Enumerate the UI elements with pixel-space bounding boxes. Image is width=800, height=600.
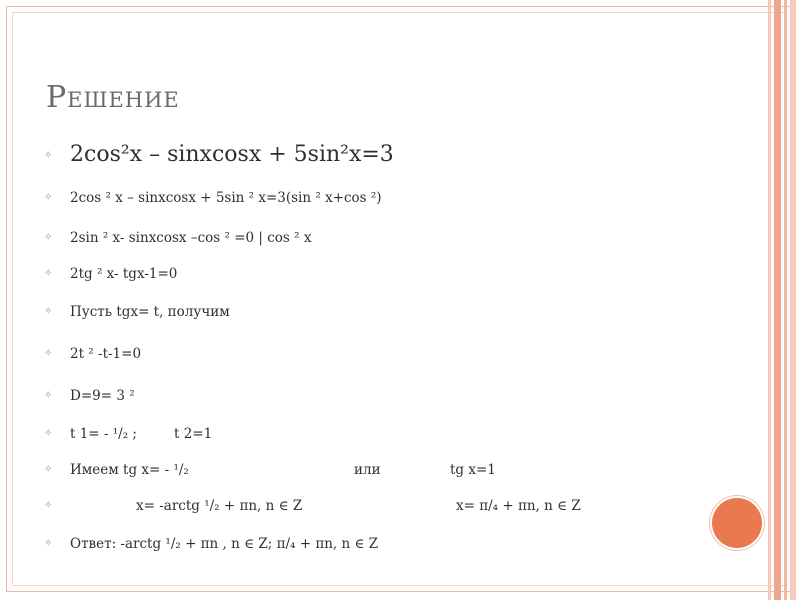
solution-1-text: x= -arctg ¹/₂ + πn, n ∈ Z <box>136 498 303 514</box>
equation-text: 2tg ² x- tgx-1=0 <box>70 266 178 282</box>
bullet-icon: ✧ <box>44 268 53 279</box>
case-2-text: tg x=1 <box>450 462 496 478</box>
bullet-icon: ✧ <box>44 390 53 401</box>
bullet-icon: ✧ <box>44 428 53 439</box>
decor-band <box>774 0 781 600</box>
answer-text: Ответ: -arctg ¹/₂ + πn , n ∈ Z; π/₄ + πn, n ∈ Z <box>70 536 379 552</box>
equation-text: D=9= 3 ² <box>70 388 135 404</box>
decor-band <box>784 0 787 600</box>
decor-band <box>768 0 771 600</box>
bullet-icon: ✧ <box>44 538 53 549</box>
root-2-text: t 2=1 <box>174 426 213 442</box>
slide-title: Решение <box>46 80 180 115</box>
equation-text: 2cos²x – sinxcosx + 5sin²x=3 <box>70 142 394 167</box>
equation-text: 2sin ² x- sinxcosx –cos ² =0 | cos ² x <box>70 230 312 246</box>
statement-text: Пусть tgx= t, получим <box>70 304 230 320</box>
root-1-text: t 1= - ¹/₂ ; <box>70 426 137 442</box>
equation-text: 2t ² -t-1=0 <box>70 346 142 362</box>
or-text: или <box>354 462 381 478</box>
equation-text: 2cos ² x – sinxcosx + 5sin ² x=3(sin ² x+cos ²) <box>70 190 382 206</box>
decor-band <box>790 0 796 600</box>
bullet-icon: ✧ <box>44 348 53 359</box>
solution-2-text: x= π/₄ + πn, n ∈ Z <box>456 498 581 514</box>
bullet-icon: ✧ <box>44 500 53 511</box>
decor-circle <box>712 498 762 548</box>
bullet-icon: ✧ <box>44 306 53 317</box>
bullet-icon: ✧ <box>44 150 53 161</box>
bullet-icon: ✧ <box>44 192 53 203</box>
case-1-text: Имеем tg x= - ¹/₂ <box>70 462 189 478</box>
bullet-icon: ✧ <box>44 232 53 243</box>
bullet-icon: ✧ <box>44 464 53 475</box>
